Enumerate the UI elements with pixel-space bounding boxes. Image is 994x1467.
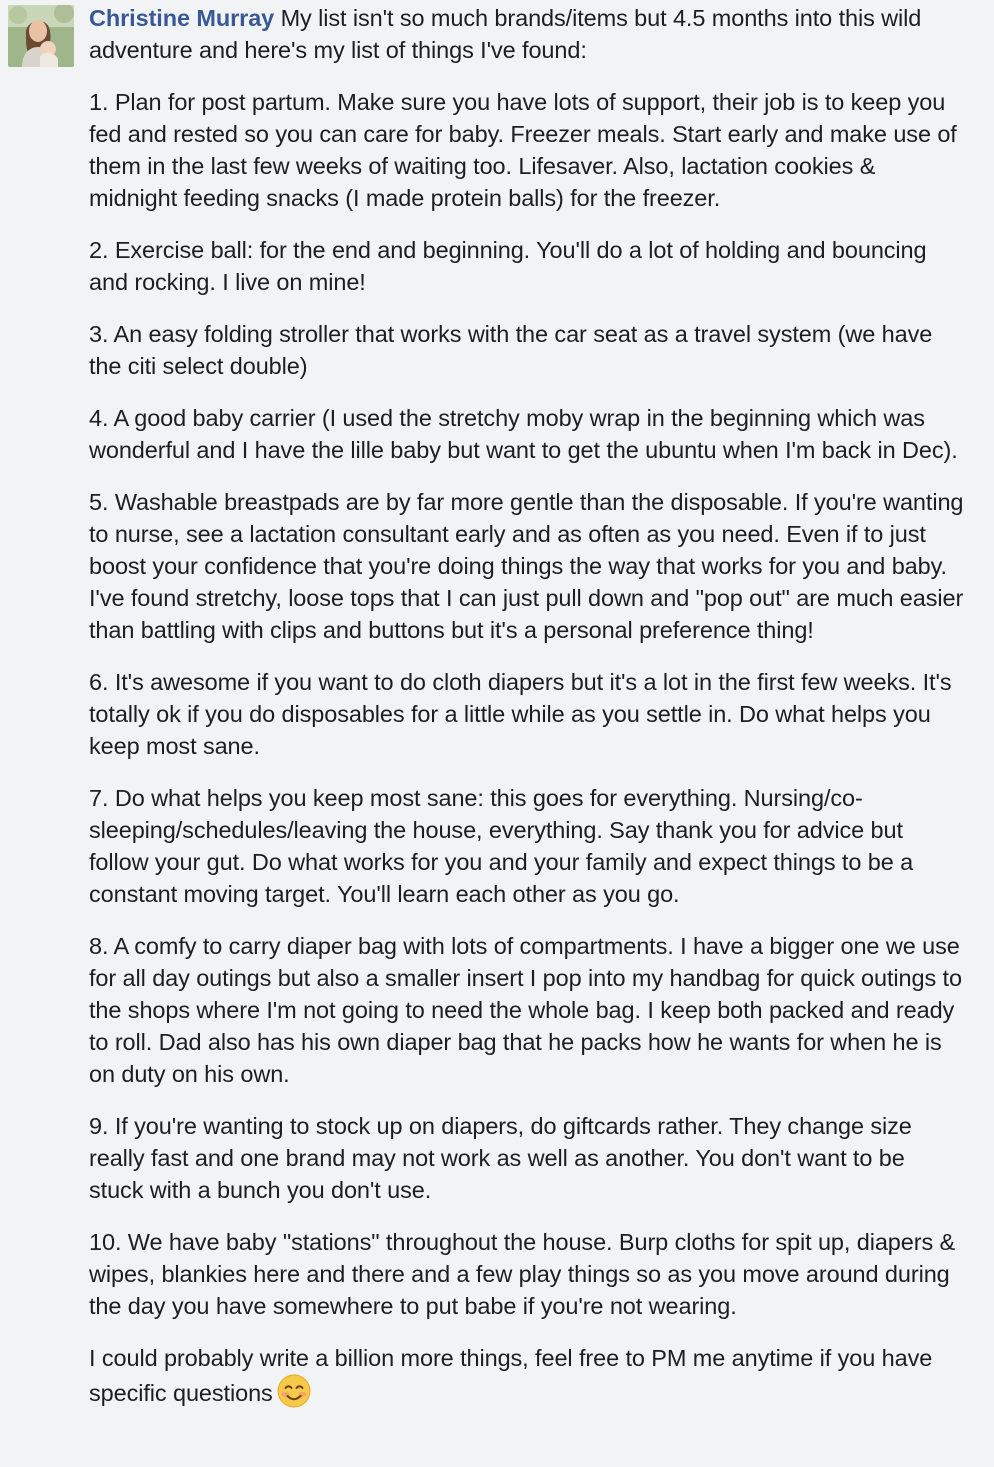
list-item: 7. Do what helps you keep most sane: this goes for everything. Nursing/co-sleeping/schedules/leaving the house, everything. Say thank you for advice but follow your gut. Do what works for you and your family and expect things to be a constant moving target. You'll learn each other as you go.	[89, 785, 914, 907]
smiling-face-emoji-icon	[277, 1374, 311, 1408]
list-item: 2. Exercise ball: for the end and beginning. You'll do a lot of holding and bouncing and rocking. I live on mine!	[89, 237, 927, 295]
list-item: 9. If you're wanting to stock up on diapers, do giftcards rather. They change size really fast and one brand may not work as well as another. You don't want to be stuck with a bunch you don't use.	[89, 1113, 912, 1203]
author-name-link[interactable]: Christine Murray	[89, 5, 275, 31]
list-item: 3. An easy folding stroller that works with the car seat as a travel system (we have the citi select double)	[89, 321, 933, 379]
list-item: 10. We have baby "stations" throughout the house. Burp cloths for spit up, diapers & wipes, blankies here and there and a few play things so as you move around during the day you have somewhere to put babe if you're not wearing.	[89, 1229, 956, 1319]
comment-body	[89, 2, 964, 1429]
list-item: 1. Plan for post partum. Make sure you have lots of support, their job is to keep you fed and rested so you can care for baby. Freezer meals. Start early and make use of them in the last few weeks of waiting too. Lifesaver. Also, lactation cookies & midnight feeding snacks (I made protein balls) for the freezer.	[89, 89, 957, 211]
intro-text: My list isn't so much brands/items but 4.5 months into this wild adventure and here's my list of things I've found:	[89, 5, 922, 63]
closing-text: I could probably write a billion more things, feel free to PM me anytime if you have specific questions	[89, 1345, 933, 1406]
list-item: 8. A comfy to carry diaper bag with lots of compartments. I have a bigger one we use for all day outings but also a smaller insert I pop into my handbag for quick outings to the shops where I'm not going to need the whole bag. I keep both packed and ready to roll. Dad also has his own diaper bag that he packs how he wants for when he is on duty on his own.	[89, 933, 962, 1087]
list-item: 4. A good baby carrier (I used the stretchy moby wrap in the beginning which was wonderful and I have the lille baby but want to get the ubuntu when I'm back in Dec).	[89, 405, 958, 463]
avatar[interactable]	[8, 5, 74, 67]
profile-photo-icon	[8, 5, 74, 67]
comment-intro	[89, 2, 964, 66]
list-item: 5. Washable breastpads are by far more gentle than the disposable. If you're wanting to nurse, see a lactation consultant early and as often as you need. Even if to just boost your confidence that you're doing things the way that works for you and baby. I've found stretchy, loose tops that I can just pull down and "pop out" are much easier than battling with clips and buttons but it's a personal preference thing!	[89, 489, 964, 643]
comment-closing	[89, 1342, 964, 1409]
list-item: 6. It's awesome if you want to do cloth diapers but it's a lot in the first few weeks. It's totally ok if you do disposables for a little while as you settle in. Do what helps you keep most sane.	[89, 669, 952, 759]
